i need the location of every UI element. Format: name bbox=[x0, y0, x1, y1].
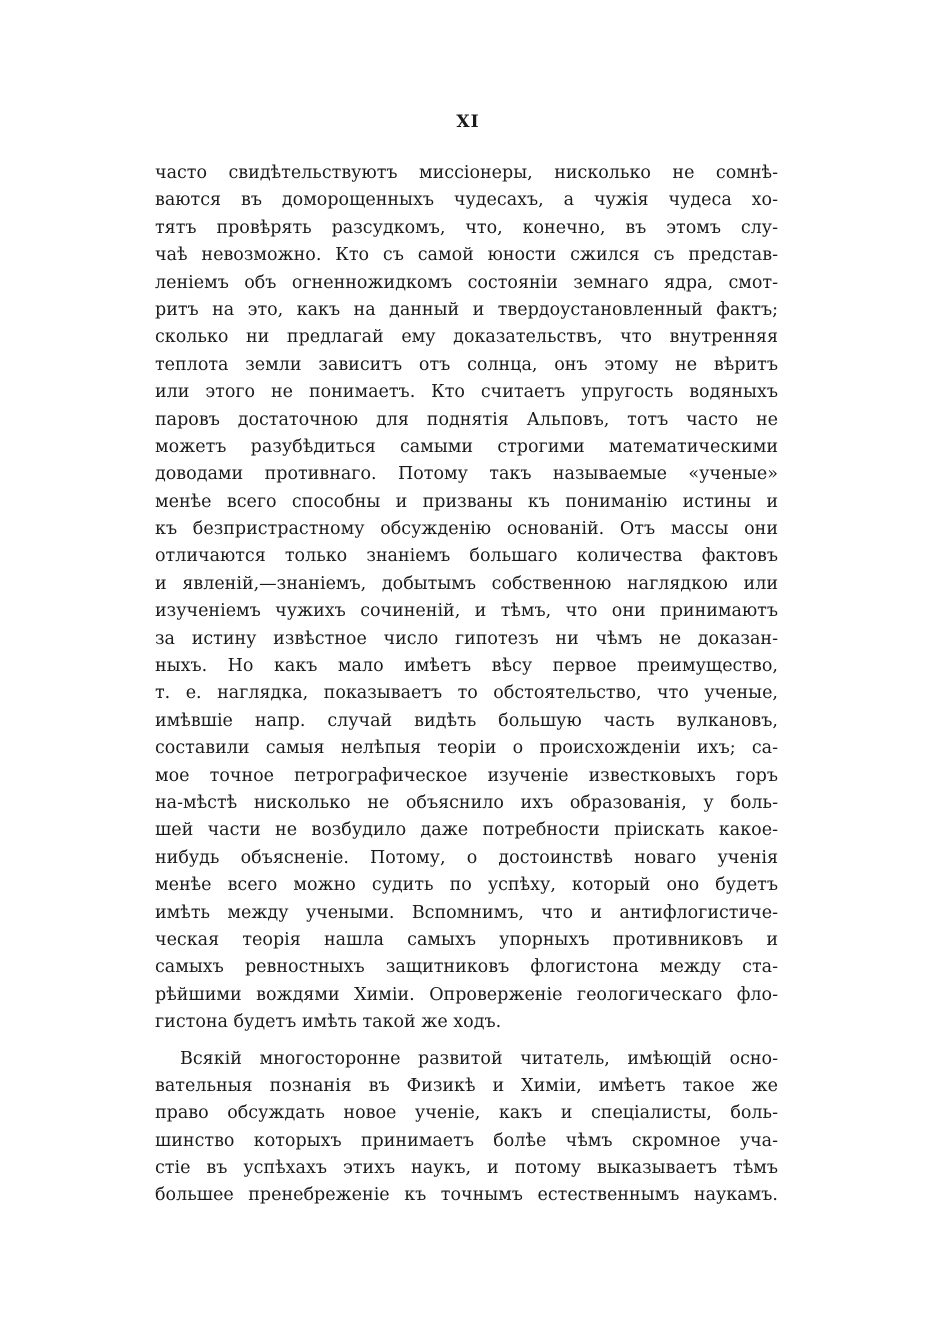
paragraph-2 bbox=[155, 1046, 778, 1210]
text-line: леніемъ объ огненножидкомъ состояніи земнаго ядра, смот- bbox=[155, 272, 778, 293]
text-line: менѣе всего способны и призваны къ пониманію истины и bbox=[155, 491, 778, 512]
text-line: доводами противнаго. Потому такъ называемые «ученые» bbox=[155, 464, 778, 485]
text-line: стіе въ успѣхахъ этихъ наукъ, и потому выказываетъ тѣмъ bbox=[155, 1158, 778, 1179]
text-line: или этого не понимаетъ. Кто считаетъ упругость водяныхъ bbox=[155, 382, 778, 403]
paragraph-gap bbox=[155, 1037, 778, 1046]
body-text bbox=[155, 160, 778, 1210]
text-line: составили самыя нелѣпыя теоріи о происхожденіи ихъ; са- bbox=[155, 738, 778, 759]
text-line: ческая теорія нашла самыхъ упорныхъ противниковъ и bbox=[155, 929, 778, 950]
text-line: гистона будетъ имѣть такой же ходъ. bbox=[155, 1012, 502, 1033]
text-line: шинство которыхъ принимаетъ болѣе чѣмъ скромное уча- bbox=[155, 1130, 778, 1151]
text-line: право обсуждать новое ученіе, какъ и спеціалисты, боль- bbox=[155, 1103, 778, 1124]
text-line: мое точное петрографическое изученіе известковыхъ горъ bbox=[155, 765, 778, 786]
text-line: имѣвшіе напр. случай видѣть большую часть вулкановъ, bbox=[155, 710, 778, 731]
text-line: отличаются только знаніемъ большаго количества фактовъ bbox=[155, 546, 778, 567]
text-line: шей части не возбудило даже потребности пріискать какое- bbox=[155, 820, 778, 841]
text-line: сколько ни предлагай ему доказательствъ, что внутренняя bbox=[155, 327, 778, 348]
text-line: ваются въ доморощенныхъ чудесахъ, а чужія чудеса хо- bbox=[155, 190, 778, 211]
text-line: ритъ на это, какъ на данный и твердоустановленный фактъ; bbox=[155, 299, 778, 320]
text-line: часто свидѣтельствуютъ миссіонеры, нисколько не сомнѣ- bbox=[155, 163, 778, 183]
paragraph-1 bbox=[155, 160, 778, 1037]
text-line: Всякій многосторонне развитой читатель, имѣющій осно- bbox=[180, 1048, 778, 1069]
text-line: можетъ разубѣдиться самыми строгими математическими bbox=[155, 436, 778, 457]
text-line: имѣть между учеными. Вспомнимъ, что и антифлогистиче- bbox=[155, 902, 778, 923]
text-line: и явленій,—знаніемъ, добытымъ собственною наглядкою или bbox=[155, 573, 778, 594]
text-line: паровъ достаточною для поднятія Альповъ, тотъ часто не bbox=[155, 409, 778, 430]
text-line: на-мѣстѣ нисколько не объяснило ихъ образованія, у боль- bbox=[155, 792, 778, 813]
text-line: т. е. наглядка, показываетъ то обстоятельство, что ученые, bbox=[155, 683, 778, 704]
text-line: за истину извѣстное число гипотезъ ни чѣмъ не доказан- bbox=[155, 628, 778, 649]
text-line: большее пренебреженіе къ точнымъ естественнымъ наукамъ. bbox=[155, 1185, 778, 1206]
text-line: теплота земли зависитъ отъ солнца, онъ этому не вѣритъ bbox=[155, 354, 778, 375]
text-line: нибудь объясненіе. Потому, о достоинствѣ новаго ученія bbox=[155, 847, 778, 868]
text-line: тятъ провѣрять разсудкомъ, что, конечно, въ этомъ слу- bbox=[155, 217, 778, 238]
text-line: самыхъ ревностныхъ защитниковъ флогистона между ста- bbox=[155, 957, 778, 978]
text-line: рѣйшими вождями Химіи. Опроверженіе геологическаго фло- bbox=[155, 984, 778, 1005]
text-line: ныхъ. Но какъ мало имѣетъ вѣсу первое преимущество, bbox=[155, 656, 778, 677]
text-line: къ безпристрастному обсужденію основаній. Отъ массы они bbox=[155, 519, 778, 540]
text-line: чаѣ невозможно. Кто съ самой юности сжился съ представ- bbox=[155, 245, 778, 266]
text-line: менѣе всего можно судить по успѣху, который оно будетъ bbox=[155, 875, 778, 896]
text-line: вательныя познанія въ Физикѣ и Химіи, имѣетъ такое же bbox=[155, 1075, 778, 1096]
text-line: изученіемъ чужихъ сочиненій, и тѣмъ, что они принимаютъ bbox=[155, 601, 778, 622]
page-number: XI bbox=[456, 112, 480, 132]
